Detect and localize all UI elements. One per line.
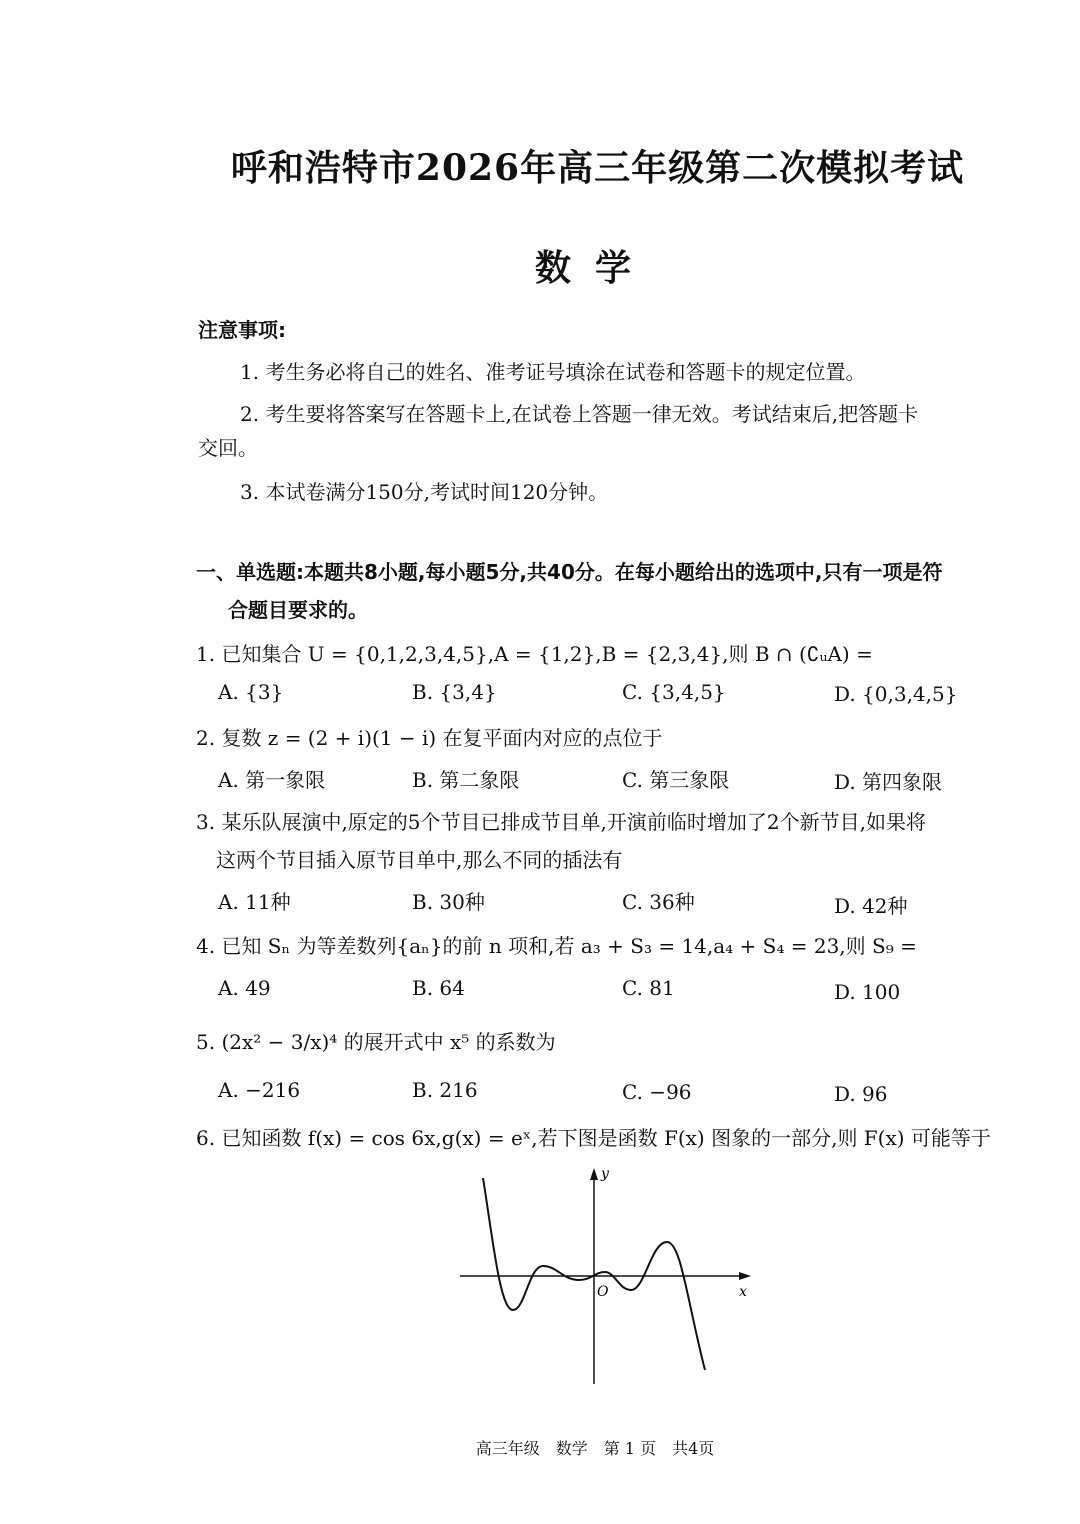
- q2-option-b: B. 第二象限: [412, 768, 520, 792]
- question-3-stem-cont: 这两个节目插入原节目单中,那么不同的插法有: [216, 848, 623, 872]
- section-heading-cont: 合题目要求的。: [228, 598, 368, 622]
- q4-option-d: D. 100: [834, 980, 901, 1004]
- q4-option-b: B. 64: [412, 976, 465, 1000]
- page-footer: 高三年级 数学 第 1 页 共4页: [475, 1439, 715, 1458]
- q5-option-c: C. −96: [622, 1080, 692, 1104]
- q1-option-a: A. {3}: [218, 680, 284, 704]
- notice-item-2: 2. 考生要将答案写在答题卡上,在试卷上答题一律无效。考试结束后,把答题卡: [240, 402, 919, 426]
- question-1-stem: 1. 已知集合 U = {0,1,2,3,4,5},A = {1,2},B = {2,3,4},则 B ∩ (∁ᵤA) =: [196, 642, 873, 666]
- q5-option-b: B. 216: [412, 1078, 478, 1102]
- q4-option-c: C. 81: [622, 976, 675, 1000]
- section-heading: 一、单选题:本题共8小题,每小题5分,共40分。在每小题给出的选项中,只有一项是符: [196, 560, 943, 584]
- notice-heading: 注意事项:: [198, 318, 286, 342]
- subject-title: 数学: [534, 247, 655, 289]
- q1-option-b: B. {3,4}: [412, 680, 497, 704]
- q5-option-d: D. 96: [834, 1082, 888, 1106]
- q3-option-c: C. 36种: [622, 890, 695, 914]
- question-2-stem: 2. 复数 z = (2 + i)(1 − i) 在复平面内对应的点位于: [196, 726, 663, 750]
- x-axis-label: x: [739, 1284, 747, 1300]
- q4-option-a: A. 49: [218, 976, 271, 1000]
- q5-option-a: A. −216: [218, 1078, 301, 1102]
- notice-item-3: 3. 本试卷满分150分,考试时间120分钟。: [240, 480, 609, 504]
- question-5-stem: 5. (2x² − 3/x)⁴ 的展开式中 x⁵ 的系数为: [196, 1030, 556, 1054]
- exam-title: 呼和浩特市2026年高三年级第二次模拟考试: [230, 147, 965, 189]
- q3-option-d: D. 42种: [834, 894, 908, 918]
- notice-item-2-cont: 交回。: [198, 436, 258, 460]
- origin-label: O: [597, 1284, 609, 1300]
- q3-option-b: B. 30种: [412, 890, 485, 914]
- notice-item-1: 1. 考生务必将自己的姓名、准考证号填涂在试卷和答题卡的规定位置。: [240, 360, 866, 384]
- x-axis-arrow: [739, 1272, 751, 1280]
- q2-option-c: C. 第三象限: [622, 768, 730, 792]
- question-6-stem: 6. 已知函数 f(x) = cos 6x,g(x) = eˣ,若下图是函数 F(x) 图象的一部分,则 F(x) 可能等于: [196, 1126, 991, 1150]
- q2-option-d: D. 第四象限: [834, 770, 943, 794]
- q1-option-c: C. {3,4,5}: [622, 680, 726, 704]
- q1-option-d: D. {0,3,4,5}: [834, 682, 958, 706]
- q2-option-a: A. 第一象限: [218, 768, 326, 792]
- y-axis-label: y: [601, 1166, 609, 1182]
- function-graph: [455, 1160, 775, 1390]
- question-3-stem: 3. 某乐队展演中,原定的5个节目已排成节目单,开演前临时增加了2个新节目,如果将: [196, 810, 926, 834]
- y-axis-arrow: [590, 1168, 598, 1180]
- question-4-stem: 4. 已知 Sₙ 为等差数列{aₙ}的前 n 项和,若 a₃ + S₃ = 14,a₄ + S₄ = 23,则 S₉ =: [196, 934, 917, 958]
- q3-option-a: A. 11种: [218, 890, 291, 914]
